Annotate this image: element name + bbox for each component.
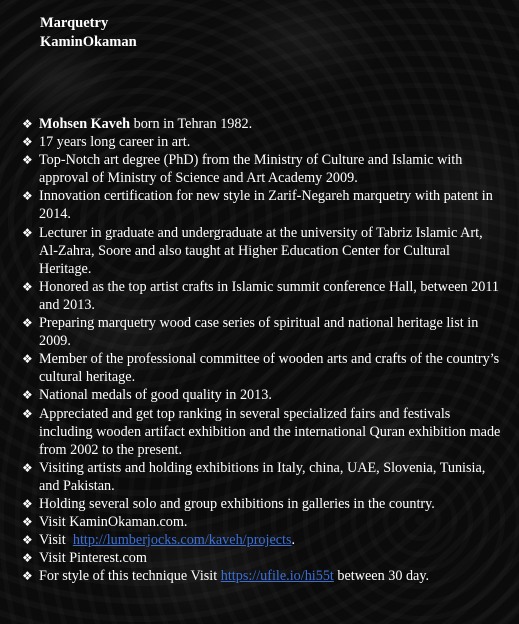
- diamond-bullet-icon: ❖: [22, 117, 33, 131]
- list-item: [22, 513, 502, 531]
- list-item-text: Holding several solo and group exhibitions in galleries in the country.: [39, 495, 435, 512]
- list-item: [22, 459, 502, 495]
- list-item: [22, 187, 502, 223]
- list-item-text: Appreciated and get top ranking in several specialized fairs and festivals including wooden artifact exhibition and the international Quran exhibition made from 2002 to the present.: [39, 405, 501, 458]
- list-item-text: Honored as the top artist crafts in Islamic summit conference Hall, between 2011 and 2013.: [39, 278, 500, 313]
- list-item-text: between 30 day.: [333, 568, 430, 585]
- list-item-text: Top-Notch art degree (PhD) from the Ministry of Culture and Islamic with approval of Ministry of Science and Art Academy 2009.: [39, 152, 463, 187]
- title-block: [40, 14, 137, 52]
- list-item: [22, 151, 502, 187]
- diamond-bullet-icon: ❖: [22, 135, 33, 150]
- diamond-bullet-icon: ❖: [22, 352, 33, 367]
- diamond-bullet-icon: ❖: [22, 388, 33, 403]
- title-brand: KaminOkaman: [40, 34, 137, 50]
- list-item-text: Preparing marquetry wood case series of spiritual and national heritage list in 2009.: [39, 315, 479, 350]
- list-item-text: Visit Pinterest.com: [39, 550, 147, 567]
- diamond-bullet-icon: ❖: [22, 406, 33, 421]
- diamond-bullet-icon: ❖: [22, 460, 33, 475]
- artist-name: Mohsen Kaveh: [39, 116, 131, 132]
- diamond-bullet-icon: ❖: [22, 515, 33, 530]
- list-item-text: Visiting artists and holding exhibitions in Italy, china, UAE, Slovenia, Tunisia, and Pakistan.: [39, 459, 486, 494]
- diamond-bullet-icon: ❖: [22, 496, 33, 511]
- list-item-text: .: [291, 532, 296, 549]
- list-item-text: Visit KaminOkaman.com.: [39, 514, 188, 531]
- diamond-bullet-icon: ❖: [22, 189, 33, 204]
- list-item: [22, 567, 502, 585]
- list-item: [22, 314, 502, 350]
- list-item: [22, 133, 502, 151]
- list-item: [22, 278, 502, 314]
- bio-list: [22, 115, 502, 585]
- diamond-bullet-icon: ❖: [22, 225, 33, 240]
- list-item: [22, 405, 502, 459]
- ufile-link[interactable]: https://ufile.io/hi55t: [220, 568, 334, 585]
- diamond-bullet-icon: ❖: [22, 533, 33, 548]
- list-item: [22, 386, 502, 404]
- list-item-text: National medals of good quality in 2013.: [39, 387, 272, 404]
- list-item: [22, 495, 502, 513]
- diamond-bullet-icon: ❖: [22, 569, 33, 584]
- list-item: [22, 224, 502, 278]
- diamond-bullet-icon: ❖: [22, 551, 33, 566]
- list-item: [22, 350, 502, 386]
- list-item-text: For style of this technique Visit: [39, 568, 221, 585]
- list-item: [22, 549, 502, 567]
- diamond-bullet-icon: ❖: [22, 153, 33, 168]
- list-item-text: born in Tehran 1982.: [130, 116, 253, 132]
- list-item: [22, 531, 502, 549]
- list-item: [22, 115, 502, 133]
- list-item-text: Lecturer in graduate and undergraduate at the university of Tabriz Islamic Art, Al-Zahra, Soore and also taught at Higher Education Center for Cultural Heritage.: [39, 224, 483, 277]
- list-item-text: Innovation certification for new style in Zarif-Negareh marquetry with patent in 2014.: [39, 188, 493, 223]
- list-item-text: Visit: [39, 532, 73, 549]
- diamond-bullet-icon: ❖: [22, 316, 33, 331]
- diamond-bullet-icon: ❖: [22, 279, 33, 294]
- list-item-text: 17 years long career in art.: [39, 134, 191, 151]
- lumberjocks-link[interactable]: http://lumberjocks.com/kaveh/projects: [72, 532, 292, 549]
- list-item-text: Member of the professional committee of wooden arts and crafts of the country’s cultural heritage.: [39, 351, 500, 386]
- title-marquetry: Marquetry: [40, 15, 109, 31]
